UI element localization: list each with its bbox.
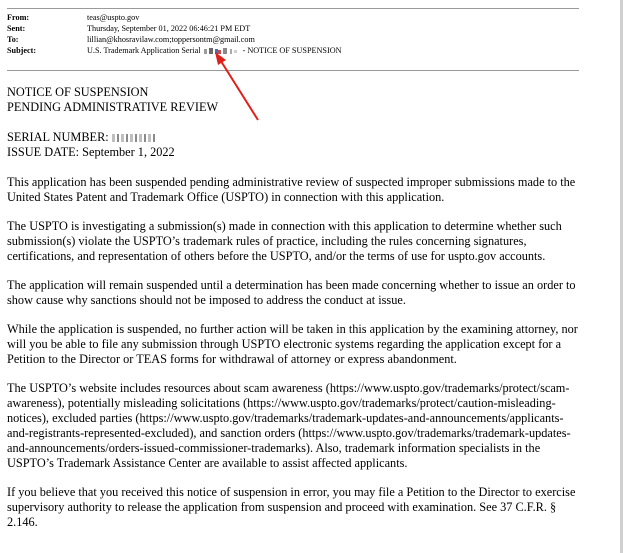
header-top-rule (7, 8, 579, 9)
serial-label: SERIAL NUMBER: (7, 130, 109, 144)
to-row (7, 34, 579, 45)
sent-value: Thursday, September 01, 2022 06:46:21 PM EDT (87, 24, 251, 33)
notice-title (7, 85, 579, 115)
paragraph-no-further-action: While the application is suspended, no further action will be taken in this application by the examining attorney, nor will you be able to file any submission through USPTO electronic systems regarding the application except for a Petition to the Director or TEAS forms for withdrawal of attorney or express abandonment. (7, 322, 578, 366)
issue-date: ISSUE DATE: September 1, 2022 (7, 145, 175, 159)
from-row (7, 12, 579, 23)
redacted-serial-number-icon (112, 134, 156, 142)
header-bottom-rule (7, 70, 579, 71)
subject-suffix: - NOTICE OF SUSPENSION (242, 46, 342, 55)
paragraph-remain-suspended: The application will remain suspended until a determination has been made concerning whether to issue an order to show cause why sanctions should not be imposed to address the conduct at issue. (7, 278, 576, 307)
subject-label: Subject: (7, 46, 37, 55)
to-label: To: (7, 35, 19, 44)
paragraph-petition: If you believe that you received this notice of suspension in error, you may file a Petition to the Director to exercise supervisory authority to release the application from suspension and proceed with examination. See 37 C.F.R. § 2.146. (7, 485, 576, 529)
redacted-serial-icon (203, 47, 241, 55)
from-value: teas@uspto.gov (87, 13, 140, 22)
serial-block (7, 130, 579, 160)
notice-body (7, 85, 579, 544)
subject-row (7, 45, 579, 56)
sent-label: Sent: (7, 24, 26, 33)
notice-title-line1: NOTICE OF SUSPENSION (7, 85, 149, 99)
paragraph-resources: The USPTO’s website includes resources about scam awareness (https://www.uspto.gov/trademarks/protect/scam-awareness), potentially misleading solicitations (https://www.uspto.gov/trademarks/protect/caution-misleading-notices), excluded parties (https://www.uspto.gov/trademarks/trademark-updates-and-announcements/applicants-and-registrants-represented-excluded), and sanction orders (https://www.uspto.gov/trademarks/trademark-updates-and-announcements/orders-issued-commissioner-trademarks). Also, trademark information specialists in the USPTO’s Trademark Assistance Center are available to assist affected applicants. (7, 381, 571, 470)
from-label: From: (7, 13, 30, 22)
to-value: lillian@khosravilaw.com;toppersontm@gmail.com (87, 35, 255, 44)
subject-value (87, 45, 342, 56)
sent-row (7, 23, 579, 34)
paragraph-suspended: This application has been suspended pending administrative review of suspected improper submissions made to the United States Patent and Trademark Office (USPTO) in connection with this application. (7, 175, 576, 204)
paragraph-investigating: The USPTO is investigating a submission(s) made in connection with this application to determine whether such submission(s) violate the USPTO’s trademark rules of practice, including the rules concerning signatures, certifications, and representation of others before the USPTO, and/or the terms of use for uspto.gov accounts. (7, 219, 562, 263)
subject-prefix: U.S. Trademark Application Serial (87, 46, 201, 55)
notice-title-line2: PENDING ADMINISTRATIVE REVIEW (7, 100, 219, 114)
email-header (7, 12, 579, 56)
